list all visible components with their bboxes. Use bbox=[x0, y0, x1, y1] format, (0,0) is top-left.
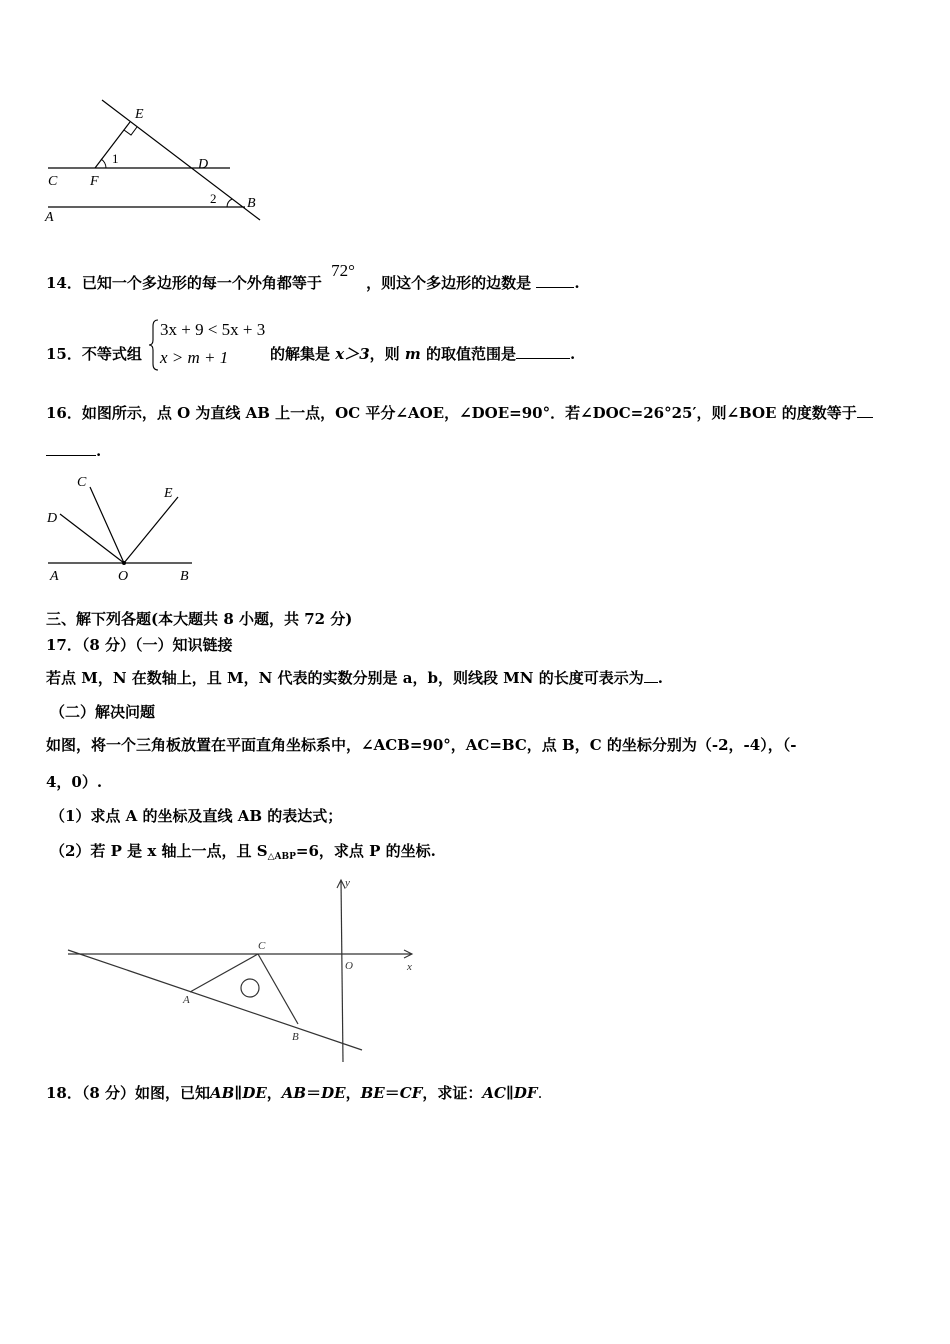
label-c: C bbox=[258, 940, 266, 952]
q15-rest bbox=[270, 344, 575, 364]
q18-be: BE bbox=[360, 1084, 385, 1102]
q18-ab: AB bbox=[210, 1084, 235, 1102]
figure-triangle-coordinate bbox=[60, 872, 420, 1067]
question-18 bbox=[46, 1083, 542, 1103]
q15-inequality-1: 3x + 9 < 5x + 3 bbox=[160, 320, 266, 339]
label-b: B bbox=[292, 1031, 299, 1043]
q17-question-2 bbox=[50, 841, 436, 867]
q18-de: DE bbox=[242, 1084, 267, 1102]
q18-ac: AC bbox=[482, 1084, 506, 1102]
q17-p2b: 4，0）. bbox=[46, 773, 103, 791]
label-o: O bbox=[118, 569, 129, 584]
q17-question-1: （1）求点 A 的坐标及直线 AB 的表达式； bbox=[50, 807, 343, 825]
q17-q2-text-a: （2）若 P 是 x 轴上一点，且 S bbox=[50, 842, 268, 860]
q15-var: m bbox=[404, 345, 421, 363]
y-axis bbox=[341, 880, 343, 1062]
q18-df: DF bbox=[513, 1084, 538, 1102]
q18-pre: 18．（8 分）如图，已知 bbox=[46, 1084, 211, 1102]
line-ab-extended bbox=[68, 950, 362, 1050]
ray-od bbox=[60, 514, 124, 563]
side-cb bbox=[258, 954, 298, 1024]
q18-comma-2: ， bbox=[345, 1084, 361, 1102]
q17-p2a: 如图，将一个三角板放置在平面直角坐标系中，∠ACB=90°，AC=BC，点 B，C 的坐标分别为（-2，-4），（- bbox=[46, 736, 797, 754]
q18-equals-2: ＝ bbox=[384, 1084, 400, 1102]
q17-q2-text-b: =6，求点 P 的坐标. bbox=[295, 842, 436, 860]
q14-blank bbox=[536, 273, 574, 288]
q15-after1: 的解集是 bbox=[270, 345, 331, 363]
figure-angles-at-o bbox=[40, 470, 210, 588]
ray-oc bbox=[90, 487, 124, 563]
label-e: E bbox=[164, 486, 173, 501]
q15-inequality-2: x > m + 1 bbox=[160, 348, 229, 367]
q18-parallel-1: ∥ bbox=[234, 1084, 243, 1102]
question-14 bbox=[46, 261, 580, 293]
q17-blank bbox=[644, 668, 658, 683]
q14-end: . bbox=[574, 274, 580, 292]
q18-de-2: DE bbox=[321, 1084, 346, 1102]
q15-after2: ，则 bbox=[369, 345, 400, 363]
question-16 bbox=[46, 403, 873, 423]
label-b: B bbox=[247, 196, 256, 211]
q14-after: ，则这个多边形的边数是 bbox=[366, 274, 532, 292]
label-y: y bbox=[345, 877, 350, 889]
q18-cf: CF bbox=[399, 1084, 423, 1102]
q17-p1-end: . bbox=[657, 669, 663, 687]
label-o: O bbox=[345, 960, 353, 972]
ray-oe bbox=[124, 497, 178, 563]
label-a: A bbox=[45, 210, 54, 225]
angle-2-arc bbox=[227, 199, 232, 207]
q14-text: 14．已知一个多边形的每一个外角都等于 bbox=[46, 274, 322, 292]
section-3-title: 三、解下列各题(本大题共 8 小题，共 72 分) bbox=[46, 610, 353, 628]
q16-blank-b bbox=[46, 441, 96, 456]
q18-prove: ，求证： bbox=[422, 1084, 483, 1102]
q16-line2 bbox=[46, 441, 101, 461]
label-d: D bbox=[47, 511, 58, 526]
triangle-hole bbox=[241, 979, 259, 997]
transversal bbox=[102, 100, 260, 220]
q17-p1 bbox=[46, 668, 663, 688]
side-ac bbox=[190, 954, 258, 992]
q16-blank-a bbox=[857, 403, 873, 418]
angle-1-arc bbox=[101, 159, 106, 168]
label-f: F bbox=[90, 174, 99, 189]
q18-parallel-2: ∥ bbox=[505, 1084, 514, 1102]
q16-end: . bbox=[96, 442, 102, 460]
q14-angle: 72° bbox=[331, 261, 355, 280]
q15-end: . bbox=[570, 345, 576, 363]
q17-sub2: （二）解决问题 bbox=[50, 703, 156, 721]
q15-cond: x＞3 bbox=[335, 345, 370, 363]
label-e: E bbox=[135, 107, 144, 122]
label-angle-2: 2 bbox=[210, 191, 217, 206]
q16-text: 16．如图所示，点 O 为直线 AB 上一点，OC 平分∠AOE，∠DOE=90°．若∠DOC=26°25′，则∠BOE 的度数等于 bbox=[46, 404, 857, 422]
label-b: B bbox=[180, 569, 189, 584]
q17-q2-subscript: △ABP bbox=[267, 852, 296, 862]
label-c: C bbox=[48, 174, 58, 189]
q15-before: 15．不等式组 bbox=[46, 345, 142, 363]
q17-p1-text: 若点 M，N 在数轴上，且 M，N 代表的实数分别是 a，b，则线段 MN 的长度可表示为 bbox=[46, 669, 644, 687]
q18-equals-1: ＝ bbox=[306, 1084, 322, 1102]
label-a: A bbox=[183, 994, 190, 1006]
figure-parallel-lines bbox=[40, 95, 280, 230]
q15-after3: 的取值范围是 bbox=[426, 345, 517, 363]
label-x: x bbox=[407, 961, 412, 973]
label-a: A bbox=[50, 569, 59, 584]
q18-end: . bbox=[537, 1084, 543, 1102]
label-d: D bbox=[198, 157, 209, 172]
q18-comma-1: ， bbox=[266, 1084, 282, 1102]
q17-head: 17．（8 分）（一）知识链接 bbox=[46, 636, 233, 654]
label-c: C bbox=[77, 475, 87, 490]
point-o bbox=[122, 561, 126, 565]
q15-blank bbox=[516, 344, 570, 359]
label-angle-1: 1 bbox=[112, 151, 119, 166]
q18-ab-2: AB bbox=[281, 1084, 307, 1102]
